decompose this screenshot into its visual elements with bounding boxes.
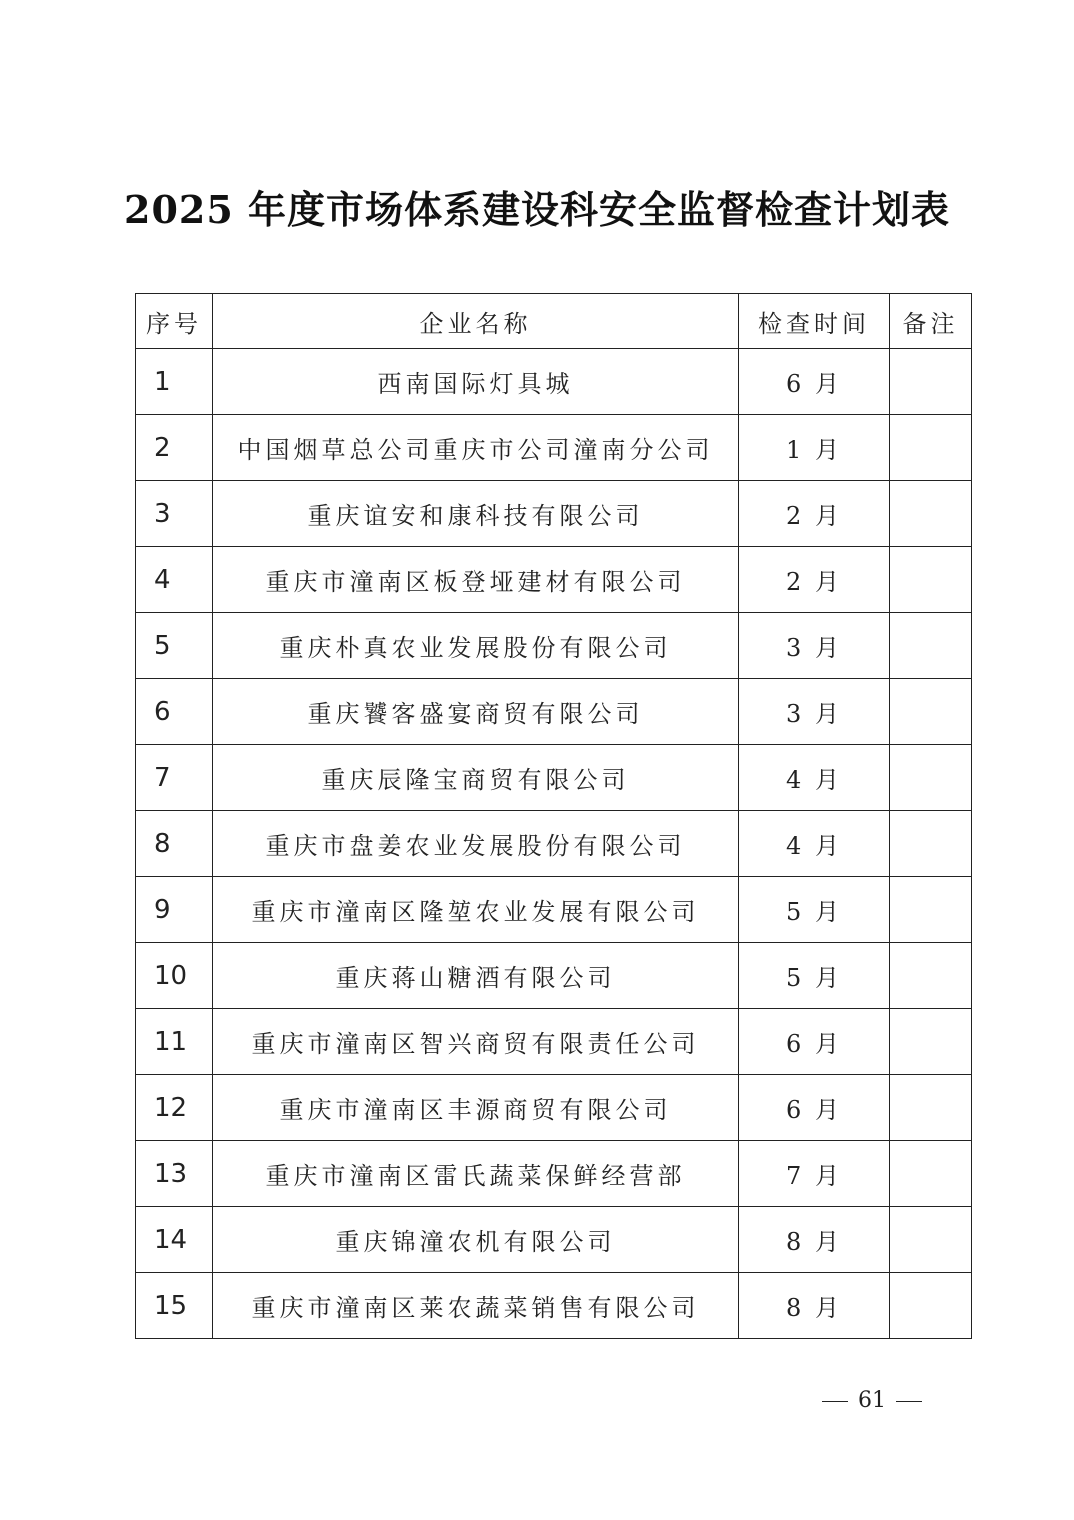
row-company-name: 重庆市潼南区板登垭建材有限公司 — [213, 547, 739, 613]
row-index: 10 — [136, 943, 213, 1009]
row-index: 4 — [136, 547, 213, 613]
header-inspection-time: 检查时间 — [739, 294, 890, 349]
row-note — [890, 1009, 972, 1075]
row-note — [890, 679, 972, 745]
row-company-name: 重庆市潼南区隆堃农业发展有限公司 — [213, 877, 739, 943]
row-company-name: 重庆市盘姜农业发展股份有限公司 — [213, 811, 739, 877]
header-row — [136, 294, 972, 349]
page-footer — [812, 1388, 932, 1413]
row-note — [890, 1207, 972, 1273]
row-index: 13 — [136, 1141, 213, 1207]
row-inspection-month: 3 月 — [739, 679, 890, 745]
row-index: 3 — [136, 481, 213, 547]
row-note — [890, 1273, 972, 1339]
row-company-name: 重庆蒋山糖酒有限公司 — [213, 943, 739, 1009]
row-company-name: 重庆谊安和康科技有限公司 — [213, 481, 739, 547]
row-index: 7 — [136, 745, 213, 811]
page-title: 2025 年度市场体系建设科安全监督检查计划表 — [124, 187, 950, 232]
row-inspection-month: 5 月 — [739, 877, 890, 943]
row-company-name: 重庆辰隆宝商贸有限公司 — [213, 745, 739, 811]
row-inspection-month: 1 月 — [739, 415, 890, 481]
row-inspection-month: 5 月 — [739, 943, 890, 1009]
row-index: 8 — [136, 811, 213, 877]
table-row — [136, 481, 972, 547]
row-note — [890, 745, 972, 811]
table-header — [136, 294, 972, 349]
row-index: 11 — [136, 1009, 213, 1075]
table-row — [136, 349, 972, 415]
row-note — [890, 1141, 972, 1207]
row-inspection-month: 2 月 — [739, 547, 890, 613]
footer-left-dash — [822, 1401, 848, 1402]
table-row — [136, 613, 972, 679]
table-row — [136, 547, 972, 613]
row-company-name: 西南国际灯具城 — [213, 349, 739, 415]
table-row — [136, 745, 972, 811]
row-inspection-month: 6 月 — [739, 349, 890, 415]
row-inspection-month: 8 月 — [739, 1207, 890, 1273]
table-row — [136, 415, 972, 481]
table-row — [136, 1141, 972, 1207]
row-note — [890, 349, 972, 415]
row-note — [890, 811, 972, 877]
table-row — [136, 1273, 972, 1339]
row-inspection-month: 8 月 — [739, 1273, 890, 1339]
table-row — [136, 1009, 972, 1075]
row-index: 12 — [136, 1075, 213, 1141]
header-index: 序号 — [136, 294, 213, 349]
row-index: 14 — [136, 1207, 213, 1273]
row-index: 1 — [136, 349, 213, 415]
row-note — [890, 415, 972, 481]
table-row — [136, 679, 972, 745]
row-inspection-month: 7 月 — [739, 1141, 890, 1207]
row-index: 15 — [136, 1273, 213, 1339]
table-row — [136, 1075, 972, 1141]
row-inspection-month: 2 月 — [739, 481, 890, 547]
footer-right-dash — [896, 1401, 922, 1402]
row-company-name: 重庆市潼南区莱农蔬菜销售有限公司 — [213, 1273, 739, 1339]
row-inspection-month: 4 月 — [739, 745, 890, 811]
row-company-name: 重庆朴真农业发展股份有限公司 — [213, 613, 739, 679]
row-note — [890, 1075, 972, 1141]
row-note — [890, 481, 972, 547]
row-note — [890, 877, 972, 943]
row-index: 2 — [136, 415, 213, 481]
row-company-name: 重庆锦潼农机有限公司 — [213, 1207, 739, 1273]
row-note — [890, 613, 972, 679]
row-company-name: 中国烟草总公司重庆市公司潼南分公司 — [213, 415, 739, 481]
row-company-name: 重庆市潼南区丰源商贸有限公司 — [213, 1075, 739, 1141]
row-inspection-month: 6 月 — [739, 1009, 890, 1075]
header-note: 备注 — [890, 294, 972, 349]
inspection-plan-table — [135, 293, 972, 1339]
row-company-name: 重庆市潼南区雷氏蔬菜保鲜经营部 — [213, 1141, 739, 1207]
row-note — [890, 943, 972, 1009]
table-row — [136, 943, 972, 1009]
row-index: 6 — [136, 679, 213, 745]
row-inspection-month: 4 月 — [739, 811, 890, 877]
row-inspection-month: 6 月 — [739, 1075, 890, 1141]
table-body — [136, 349, 972, 1339]
page-number: 61 — [858, 1388, 886, 1413]
row-index: 5 — [136, 613, 213, 679]
row-company-name: 重庆市潼南区智兴商贸有限责任公司 — [213, 1009, 739, 1075]
row-inspection-month: 3 月 — [739, 613, 890, 679]
table-row — [136, 877, 972, 943]
row-note — [890, 547, 972, 613]
table-row — [136, 1207, 972, 1273]
row-company-name: 重庆饕客盛宴商贸有限公司 — [213, 679, 739, 745]
table-row — [136, 811, 972, 877]
row-index: 9 — [136, 877, 213, 943]
header-company-name: 企业名称 — [213, 294, 739, 349]
